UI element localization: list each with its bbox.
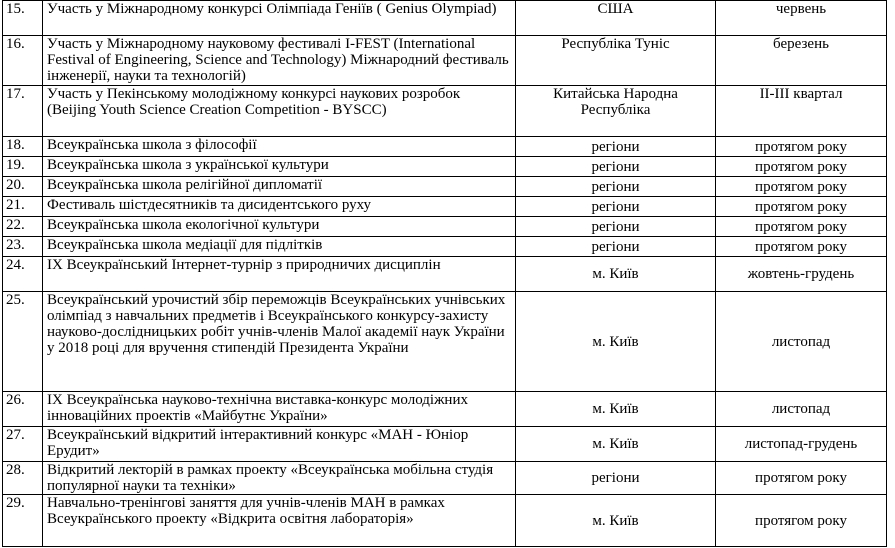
event-term: протягом року (716, 217, 887, 237)
event-name: Всеукраїнська школа з української культури (43, 157, 516, 177)
event-name: Всеукраїнська школа з філософії (43, 137, 516, 157)
event-name: Всеукраїнська школа медіації для підлітків (43, 237, 516, 257)
row-number: 23. (3, 237, 43, 257)
row-number: 22. (3, 217, 43, 237)
event-name: Всеукраїнська школа екологічної культури (43, 217, 516, 237)
event-term: протягом року (716, 237, 887, 257)
event-place: м. Київ (516, 495, 716, 547)
row-number: 19. (3, 157, 43, 177)
row-number: 25. (3, 292, 43, 392)
event-term: листопад (716, 292, 887, 392)
row-number: 29. (3, 495, 43, 547)
event-term: протягом року (716, 157, 887, 177)
event-place: м. Київ (516, 427, 716, 462)
events-table (2, 0, 887, 547)
table-row (3, 495, 887, 547)
event-name: Фестиваль шістдесятників та дисидентського руху (43, 197, 516, 217)
table-row (3, 292, 887, 392)
table-row (3, 217, 887, 237)
table-row (3, 462, 887, 495)
event-term: протягом року (716, 197, 887, 217)
row-number: 17. (3, 86, 43, 137)
event-term: червень (716, 1, 887, 36)
event-name: Всеукраїнський відкритий інтерактивний конкурс «МАН - Юніор Ерудит» (43, 427, 516, 462)
event-term: жовтень-грудень (716, 257, 887, 292)
row-number: 24. (3, 257, 43, 292)
table-row (3, 197, 887, 217)
event-term: ІІ-ІІІ квартал (716, 86, 887, 137)
event-place: регіони (516, 177, 716, 197)
table-row (3, 237, 887, 257)
table-row (3, 427, 887, 462)
event-place: м. Київ (516, 257, 716, 292)
event-place: Китайська Народна Республіка (516, 86, 716, 137)
event-name: ІХ Всеукраїнська науково-технічна виставка-конкурс молодіжних інноваційних проектів «Майбутнє України» (43, 392, 516, 427)
event-term: протягом року (716, 137, 887, 157)
event-name: Участь у Пекінському молодіжному конкурсі наукових розробок (Beijing Youth Science Creation Competition - BYSCC) (43, 86, 516, 137)
event-name: Участь у Міжнародному конкурсі Олімпіада Геніїв ( Genius Olympiad) (43, 1, 516, 36)
row-number: 16. (3, 36, 43, 86)
event-place: регіони (516, 197, 716, 217)
event-term: протягом року (716, 462, 887, 495)
table-row (3, 157, 887, 177)
table-row (3, 257, 887, 292)
event-name: Участь у Міжнародному науковому фестивалі I-FEST (International Festival of Engineering, Science and Technology) Міжнародний фестиваль інженерії, науки та технологій) (43, 36, 516, 86)
event-place: м. Київ (516, 292, 716, 392)
event-name: Всеукраїнська школа релігійної дипломатії (43, 177, 516, 197)
event-place: регіони (516, 237, 716, 257)
event-place: регіони (516, 157, 716, 177)
row-number: 20. (3, 177, 43, 197)
row-number: 28. (3, 462, 43, 495)
event-name: Всеукраїнський урочистий збір переможців Всеукраїнських учнівських олімпіад з навчальних предметів і Всеукраїнського конкурсу-захисту науково-дослідницьких робіт учнів-членів Малої академії наук України у 2018 році для вручення стипендій Президента України (43, 292, 516, 392)
row-number: 21. (3, 197, 43, 217)
event-place: регіони (516, 462, 716, 495)
event-name: ІХ Всеукраїнський Інтернет-турнір з природничих дисциплін (43, 257, 516, 292)
event-name: Навчально-тренінгові заняття для учнів-членів МАН в рамках Всеукраїнського проекту «Відкрита освітня лабораторія» (43, 495, 516, 547)
table-row (3, 137, 887, 157)
event-place: США (516, 1, 716, 36)
event-place: регіони (516, 217, 716, 237)
table-row (3, 86, 887, 137)
table-row (3, 392, 887, 427)
row-number: 27. (3, 427, 43, 462)
event-term: березень (716, 36, 887, 86)
table-row (3, 177, 887, 197)
row-number: 15. (3, 1, 43, 36)
event-name: Відкритий лекторій в рамках проекту «Всеукраїнська мобільна студія популярної науки та техніки» (43, 462, 516, 495)
event-place: м. Київ (516, 392, 716, 427)
row-number: 18. (3, 137, 43, 157)
event-place: Республіка Туніс (516, 36, 716, 86)
table-row (3, 36, 887, 86)
event-place: регіони (516, 137, 716, 157)
table-row (3, 1, 887, 36)
event-term: протягом року (716, 177, 887, 197)
event-term: листопад (716, 392, 887, 427)
event-term: листопад-грудень (716, 427, 887, 462)
row-number: 26. (3, 392, 43, 427)
event-term: протягом року (716, 495, 887, 547)
